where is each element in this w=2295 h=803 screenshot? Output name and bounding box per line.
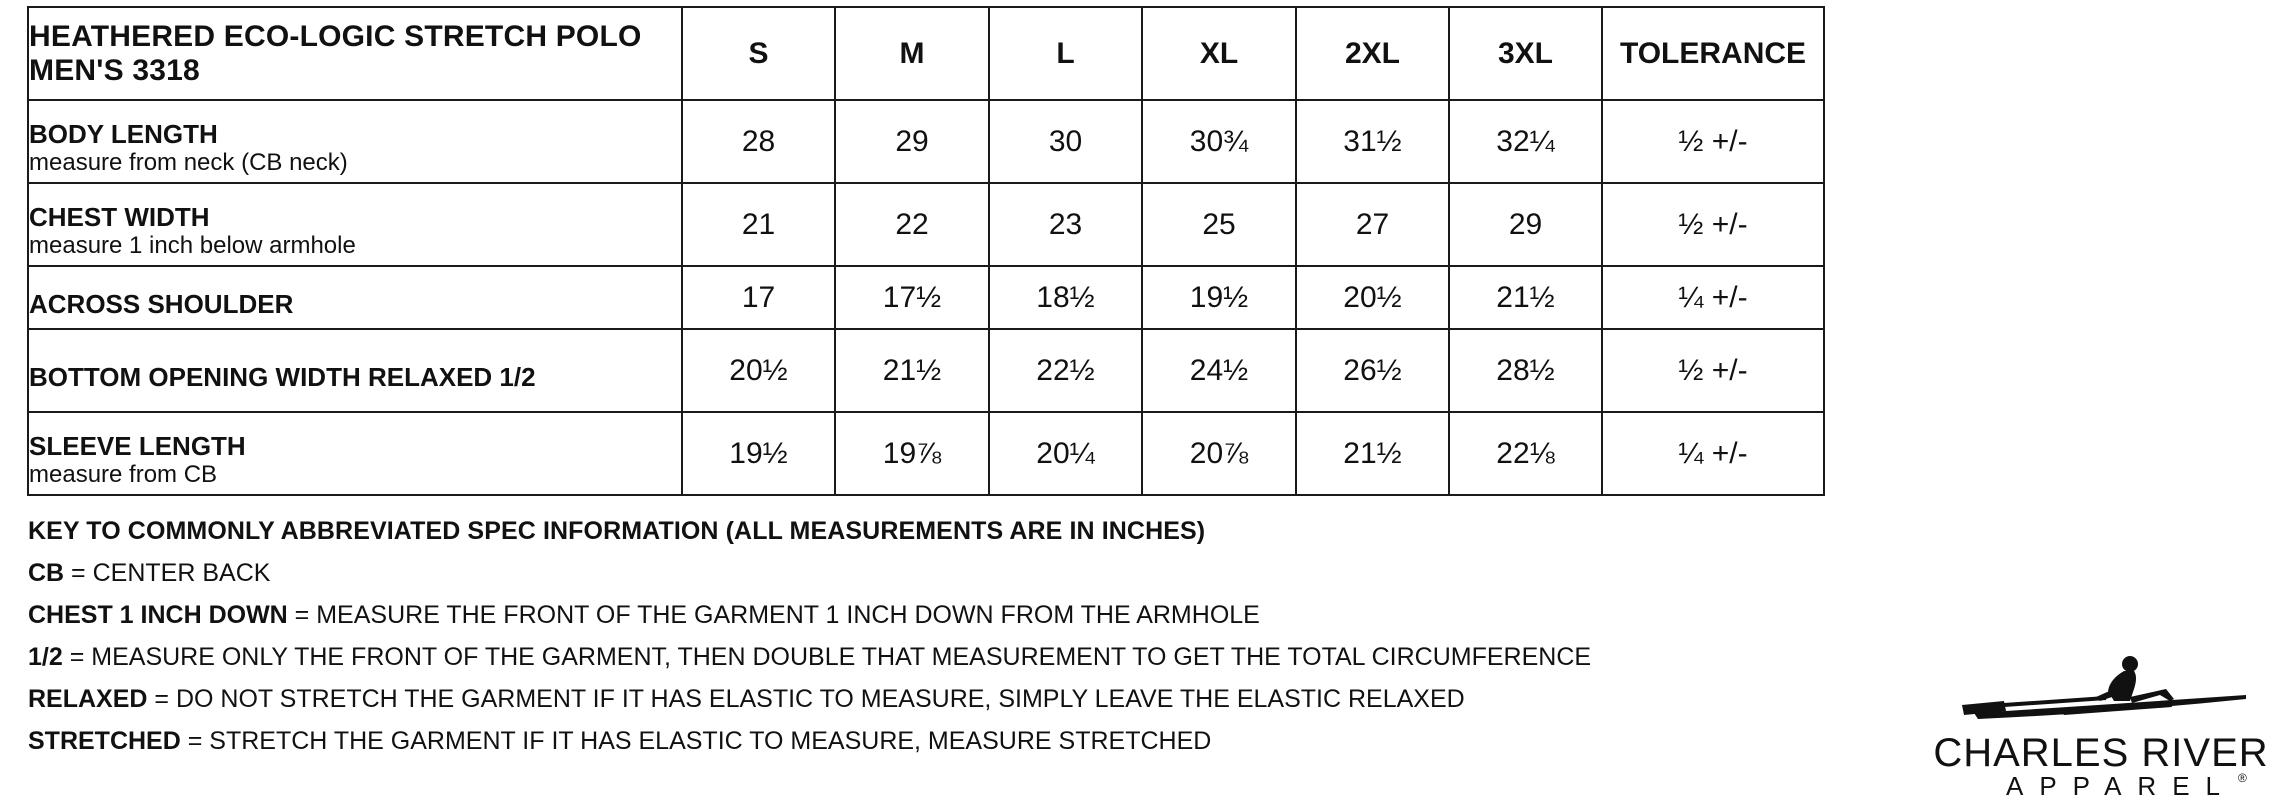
table-cell: 19½ xyxy=(682,412,835,495)
key-term: STRETCHED xyxy=(28,727,181,755)
row-label-cell xyxy=(28,100,682,183)
row-label: BODY LENGTH xyxy=(29,118,218,149)
table-cell: 20½ xyxy=(682,329,835,412)
size-spec-table xyxy=(27,6,1825,496)
table-cell: 26½ xyxy=(1296,329,1449,412)
row-label: ACROSS SHOULDER xyxy=(29,288,294,319)
column-header-3xl: 3XL xyxy=(1449,7,1602,100)
table-cell: 21 xyxy=(682,183,835,266)
table-cell: 24½ xyxy=(1142,329,1296,412)
table-cell: 20¼ xyxy=(989,412,1142,495)
tolerance-cell: ½ +/- xyxy=(1602,183,1824,266)
key-item xyxy=(28,642,1788,672)
table-cell: 30 xyxy=(989,100,1142,183)
table-row xyxy=(28,183,1824,266)
row-label-cell xyxy=(28,266,682,329)
row-label-cell xyxy=(28,412,682,495)
row-label: SLEEVE LENGTH xyxy=(29,430,246,461)
table-cell: 18½ xyxy=(989,266,1142,329)
key-definition: STRETCH THE GARMENT IF IT HAS ELASTIC TO MEASURE, MEASURE STRETCHED xyxy=(209,727,1212,755)
row-sublabel: measure from CB xyxy=(29,460,218,488)
table-row xyxy=(28,412,1824,495)
brand-tagline: APPAREL xyxy=(2005,771,2236,801)
key-definition: MEASURE THE FRONT OF THE GARMENT 1 INCH DOWN FROM THE ARMHOLE xyxy=(316,601,1260,629)
row-sublabel: measure from neck (CB neck) xyxy=(29,148,348,176)
column-header-tolerance: TOLERANCE xyxy=(1602,7,1824,100)
table-cell: 20⅞ xyxy=(1142,412,1296,495)
table-cell: 19⅞ xyxy=(835,412,989,495)
abbreviation-key xyxy=(28,516,1788,768)
table-cell: 17½ xyxy=(835,266,989,329)
key-definition: CENTER BACK xyxy=(92,559,271,587)
row-sublabel: measure 1 inch below armhole xyxy=(29,231,356,259)
brand-name: CHARLES RIVER xyxy=(1933,731,2269,775)
column-header-2xl: 2XL xyxy=(1296,7,1449,100)
table-cell: 29 xyxy=(835,100,989,183)
table-cell: 19½ xyxy=(1142,266,1296,329)
key-term: CHEST 1 INCH DOWN xyxy=(28,601,288,629)
table-row xyxy=(28,329,1824,412)
table-cell: 22½ xyxy=(989,329,1142,412)
table-cell: 22 xyxy=(835,183,989,266)
table-cell: 29 xyxy=(1449,183,1602,266)
key-separator: = xyxy=(147,685,176,713)
table-cell: 21½ xyxy=(1449,266,1602,329)
table-cell: 17 xyxy=(682,266,835,329)
tolerance-cell: ¼ +/- xyxy=(1602,412,1824,495)
table-cell: 23 xyxy=(989,183,1142,266)
table-cell: 32¼ xyxy=(1449,100,1602,183)
brand-logo xyxy=(1920,655,2282,800)
table-cell: 21½ xyxy=(835,329,989,412)
table-cell: 28 xyxy=(682,100,835,183)
table-cell: 31½ xyxy=(1296,100,1449,183)
product-title: HEATHERED ECO-LOGIC STRETCH POLO xyxy=(29,19,642,53)
table-cell: 20½ xyxy=(1296,266,1449,329)
table-cell: 22⅛ xyxy=(1449,412,1602,495)
row-label: CHEST WIDTH xyxy=(29,201,210,232)
row-label-cell xyxy=(28,183,682,266)
key-definition: MEASURE ONLY THE FRONT OF THE GARMENT, THEN DOUBLE THAT MEASUREMENT TO GET THE TOTAL CIRCUMFERENCE xyxy=(91,643,1592,671)
column-header-xl: XL xyxy=(1142,7,1296,100)
key-separator: = xyxy=(64,559,93,587)
table-cell: 25 xyxy=(1142,183,1296,266)
table-row xyxy=(28,100,1824,183)
key-item xyxy=(28,558,1788,588)
key-term: CB xyxy=(28,559,65,587)
key-separator: = xyxy=(287,601,317,629)
key-title: KEY TO COMMONLY ABBREVIATED SPEC INFORMATION (ALL MEASUREMENTS ARE IN INCHES) xyxy=(28,517,1206,545)
tolerance-cell: ¼ +/- xyxy=(1602,266,1824,329)
tolerance-cell: ½ +/- xyxy=(1602,100,1824,183)
key-term: RELAXED xyxy=(28,685,148,713)
table-cell: 21½ xyxy=(1296,412,1449,495)
column-header-m: M xyxy=(835,7,989,100)
key-separator: = xyxy=(180,727,210,755)
column-header-s: S xyxy=(682,7,835,100)
row-label: BOTTOM OPENING WIDTH RELAXED 1/2 xyxy=(29,361,536,392)
registered-mark: ® xyxy=(2238,771,2247,785)
table-row xyxy=(28,266,1824,329)
column-header-l: L xyxy=(989,7,1142,100)
table-header-row xyxy=(28,7,1824,100)
product-style-number: MEN'S 3318 xyxy=(29,53,200,87)
key-item xyxy=(28,726,1788,756)
key-item xyxy=(28,600,1788,630)
rower-in-scull-icon xyxy=(1960,655,2250,731)
key-item xyxy=(28,684,1788,714)
product-title-cell xyxy=(28,7,682,100)
table-cell: 30¾ xyxy=(1142,100,1296,183)
table-cell: 28½ xyxy=(1449,329,1602,412)
key-term: 1/2 xyxy=(28,643,63,671)
row-label-cell xyxy=(28,329,682,412)
key-definition: DO NOT STRETCH THE GARMENT IF IT HAS ELASTIC TO MEASURE, SIMPLY LEAVE THE ELASTIC RELAXED xyxy=(175,685,1465,713)
tolerance-cell: ½ +/- xyxy=(1602,329,1824,412)
key-separator: = xyxy=(62,643,92,671)
table-cell: 27 xyxy=(1296,183,1449,266)
